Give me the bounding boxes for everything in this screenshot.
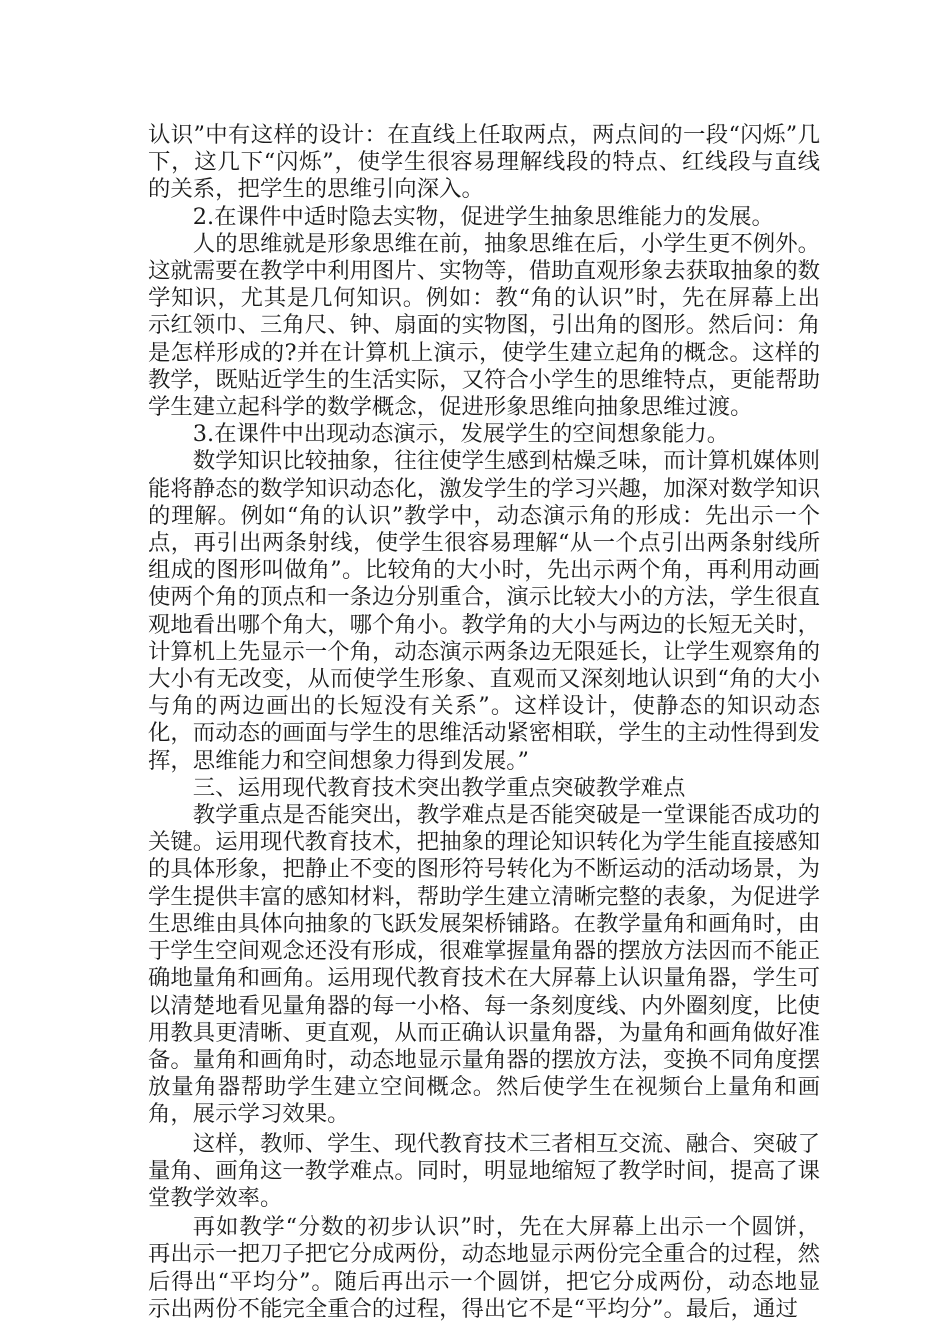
section-heading-2: 2.在课件中适时隐去实物，促进学生抽象思维能力的发展。 (192, 203, 774, 230)
section-heading-3: 3.在课件中出现动态演示，发展学生的空间想象能力。 (192, 421, 730, 448)
paragraph-7: 教学重点是否能突出，教学难点是否能突破是一堂课能否成功的关键。运用现代教育技术，把抽象的理论知识转化为学生能直接感知的具体形象，把静止不变的图形符号转化为不断运动的活动场景，为学生提供丰富的感知材料，帮助学生建立清晰完整的表象，为促进学生思维由具体向抽象的飞跃发展架桥铺路。在教学量角和画角时，由于学生空间观念还没有形成，很难掌握量角器的摆放方法因而不能正确地量角和画角。运用现代教育技术在大屏幕上认识量角器，学生可以清楚地看见量角器的每一小格、每一条刻度线、内外圈刻度，比使用教具更清晰、更直观，从而正确认识量角器，为量角和画角做好准备。量角和画角时，动态地显示量角器的摆放方法，变换不同角度摆放量角器帮助学生建立空间概念。然后使学生在视频台上量角和画角，展示学习效果。 (148, 802, 820, 1128)
paragraph-9: 再如教学“分数的初步认识”时，先在大屏幕上出示一个圆饼，再出示一把刀子把它分成两份，动态地显示两份完全重合的过程，然后得出“平均分”。随后再出示一个圆饼，把它分成两份，动态地显示出两份不能完全重合的过程，得出它不是“平均分”。最后，通过 (148, 1214, 820, 1322)
paragraph-3: 人的思维就是形象思维在前，抽象思维在后，小学生更不例外。这就需要在教学中利用图片、实物等，借助直观形象去获取抽象的数学知识，尤其是几何知识。例如：教“角的认识”时，先在屏幕上出示红领巾、三角尺、钟、扇面的实物图，引出角的图形。然后问：角是怎样形成的?并在计算机上演示，使学生建立起角的概念。这样的教学，既贴近学生的生活实际，又符合小学生的思维特点，更能帮助学生建立起科学的数学概念，促进形象思维向抽象思维过渡。 (148, 230, 820, 421)
paragraph-1: 认识”中有这样的设计：在直线上任取两点，两点间的一段“闪烁”几下，这几下“闪烁”，使学生很容易理解线段的特点、红线段与直线的关系，把学生的思维引向深入。 (148, 122, 820, 203)
document-body (148, 122, 820, 1323)
paragraph-5: 数学知识比较抽象，往往使学生感到枯燥乏味，而计算机媒体则能将静态的数学知识动态化，激发学生的学习兴趣，加深对数学知识的理解。例如“角的认识”教学中，动态演示角的形成：先出示一个点，再引出两条射线，使学生很容易理解“从一个点引出两条射线所组成的图形叫做角”。比较角的大小时，先出示两个角，再利用动画使两个角的顶点和一条边分别重合，演示比较大小的方法，学生很直观地看出哪个角大，哪个角小。教学角的大小与两边的长短无关时，计算机上先显示一个角，动态演示两条边无限延长，让学生观察角的大小有无改变，从而使学生形象、直观而又深刻地认识到“角的大小与角的两边画出的长短没有关系”。这样设计，使静态的知识动态化，而动态的画面与学生的思维活动紧密相联，学生的主动性得到发挥，思维能力和空间想象力得到发展。” (148, 448, 820, 774)
paragraph-8: 这样，教师、学生、现代教育技术三者相互交流、融合、突破了量角、画角这一教学难点。同时，明显地缩短了教学时间，提高了课堂教学效率。 (148, 1130, 820, 1211)
section-heading-three: 三、运用现代教育技术突出教学重点突破教学难点 (192, 774, 686, 801)
